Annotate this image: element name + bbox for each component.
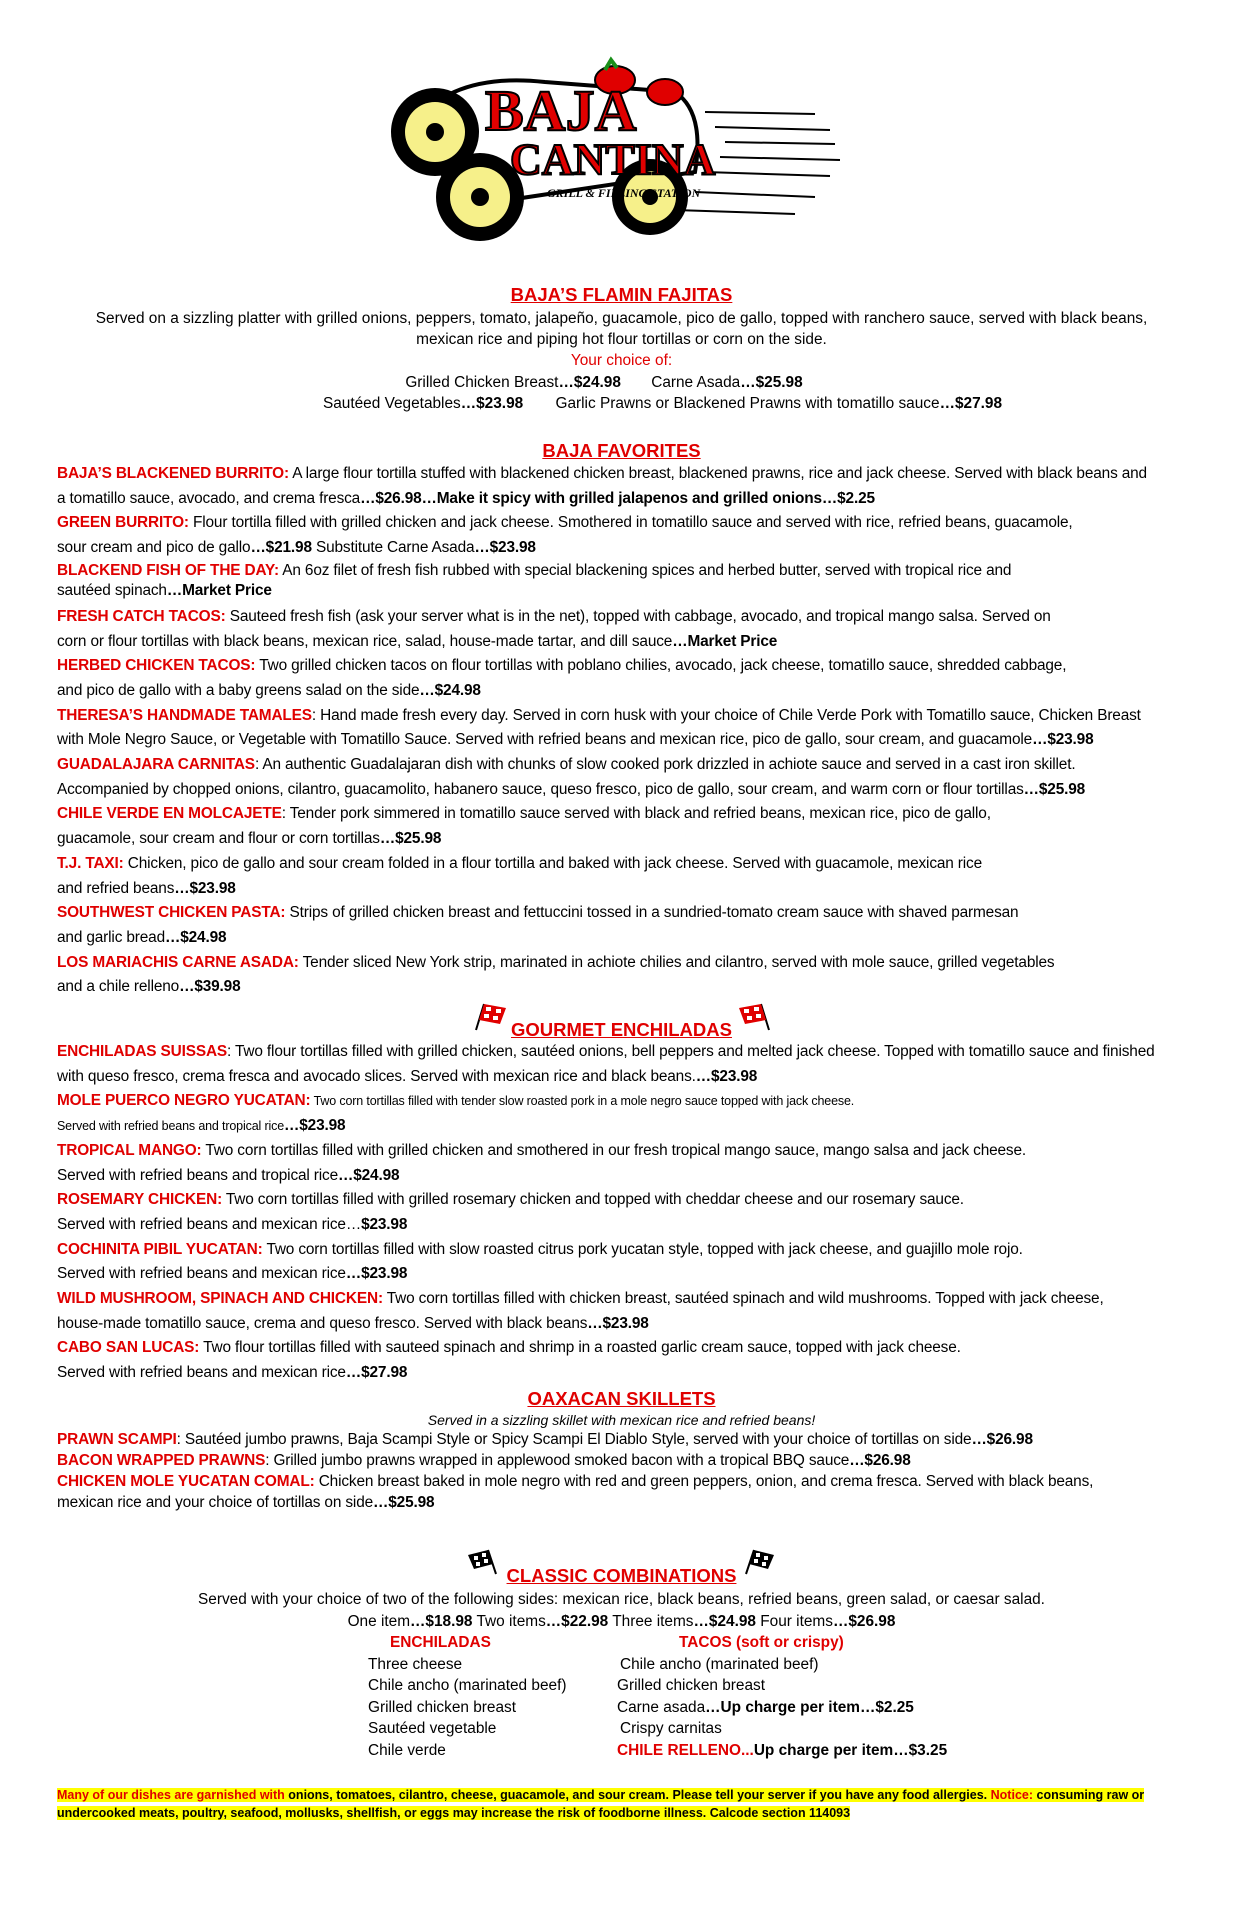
svg-text:BAJA: BAJA [485, 78, 637, 143]
enchiladas-heading: ENCHILADAS [390, 1634, 491, 1651]
list-item: Three cheese [368, 1655, 463, 1673]
list-item: Grilled chicken breast [617, 1677, 765, 1695]
favorites-list [57, 462, 1187, 1000]
combo-tacos-list [617, 1632, 947, 1762]
combo-enchiladas-list [368, 1632, 566, 1762]
menu-item: CABO SAN LUCAS: Two flour tortillas filled with sauteed spinach and shrimp in a roasted garlic cream sauce, topped with jack cheese. Served with refried beans and mexican rice…$27.98 [57, 1339, 961, 1382]
fajitas-desc: Served on a sizzling platter with grilled onions, peppers, tomato, jalapeño, guacamole, pico de gallo, topped with ranchero sauce, served with black beans, mexican rice and piping hot flour tortillas or corn on the side. Your choice of: [0, 308, 1243, 371]
menu-item: LOS MARIACHIS CARNE ASADA: Tender sliced New York strip, marinated in achiote chilies and cilantro, served with mole sauce, grilled vegetables and a chile relleno…$39.98 [57, 953, 1055, 996]
fajitas-choice: Your choice of: [570, 352, 673, 369]
fajitas-options-row1: Grilled Chicken Breast…$24.98 Carne Asada…$25.98 [405, 374, 803, 391]
menu-item: T.J. TAXI: Chicken, pico de gallo and sour cream folded in a flour tortilla and baked with jack cheese. Served with guacamole, mexican rice and refried beans…$23.98 [57, 854, 983, 897]
menu-item: COCHINITA PIBIL YUCATAN: Two corn tortillas filled with slow roasted citrus pork yucatan style, topped with jack cheese, and guajillo mole rojo. Served with refried beans and mexican rice…$23.98 [57, 1240, 1023, 1283]
menu-item: BACON WRAPPED PRAWNS: Grilled jumbo prawns wrapped in applewood smoked bacon with a tropical BBQ sauce…$26.98 [57, 1452, 911, 1469]
tacos-heading: TACOS (soft or crispy) [679, 1634, 844, 1651]
skillets-subtitle: Served in a sizzling skillet with mexican rice and refried beans! [427, 1412, 816, 1428]
enchiladas-title: GOURMET ENCHILADAS [511, 1019, 732, 1040]
menu-item: HERBED CHICKEN TACOS: Two grilled chicken tacos on flour tortillas with poblano chilies, avocado, jack cheese, tomatillo sauce, shredded cabbage, and pico de gallo with a baby greens salad on the side…$24.98 [57, 657, 1067, 699]
fajitas-title: BAJA’S FLAMIN FAJITAS [510, 284, 733, 305]
enchiladas-list [57, 1040, 1187, 1386]
menu-item: ENCHILADAS SUISSAS: Two flour tortillas filled with grilled chicken, sautéed onions, bell peppers and melted jack cheese. Topped with tomatillo sauce and finished with queso fresco, crema fresca and avocado slices. Served with mexican rice and black beans.…$23.98 [57, 1043, 1155, 1085]
menu-item: BAJA’S BLACKENED BURRITO: A large flour tortilla stuffed with blackened chicken breast, blackened prawns, rice and jack cheese. Served with black beans and a tomatillo sauce, avocado, and crema fresca…$26.98…Make it spicy with grilled jalapenos and grilled onions…$2.25 [57, 465, 1147, 507]
combos-desc: Served with your choice of two of the following sides: mexican rice, black beans, refried beans, green salad, or caesar salad. [198, 1591, 1045, 1608]
list-item: Sautéed vegetable [368, 1720, 497, 1738]
list-item: Chile ancho (marinated beef) [368, 1677, 567, 1695]
combos-prices: One item…$18.98 Two items…$22.98 Three items…$24.98 Four items…$26.98 [347, 1613, 896, 1630]
fajitas-options-row2: Sautéed Vegetables…$23.98 Garlic Prawns or Blackened Prawns with tomatillo sauce…$27.98 [322, 395, 1003, 412]
menu-item: GREEN BURRITO: Flour tortilla filled with grilled chicken and jack cheese. Smothered in tomatillo sauce and served with rice, refried beans, guacamole, sour cream and pico de gallo…$21.98 Substitute Carne Asada…$23.98 [57, 514, 1073, 557]
list-item: Chile verde [368, 1741, 446, 1759]
allergy-notice: Many of our dishes are garnished with onions, tomatoes, cilantro, cheese, guacamole, and sour cream. Please tell your server if you have any food allergies. Notice: consuming raw or undercooked meats, poultry, seafood, mollusks, shellfish, or eggs may increase the risk of foodborne illness. Calcode section 114093 [57, 1788, 1145, 1820]
list-item: Crispy carnitas [620, 1720, 722, 1738]
skillets-title: OAXACAN SKILLETS [527, 1388, 716, 1409]
baja-cantina-logo [375, 52, 845, 247]
list-item: Grilled chicken breast [368, 1698, 516, 1716]
menu-item: GUADALAJARA CARNITAS: An authentic Guadalajaran dish with chunks of slow cooked pork drizzled in achiote sauce and served in a cast iron skillet. Accompanied by chopped onions, cilantro, guacamolito, habanero sauce, queso fresco, pico de gallo, sour cream, and warm corn or flour tortillas…$25.98 [57, 756, 1086, 798]
menu-item: WILD MUSHROOM, SPINACH AND CHICKEN: Two corn tortillas filled with chicken breast, sautéed spinach and wild mushrooms. Topped with jack cheese, house-made tomatillo sauce, crema and queso fresco. Served with black beans…$23.98 [57, 1290, 1104, 1332]
menu-item: TROPICAL MANGO: Two corn tortillas filled with grilled chicken and smothered in our fresh tropical mango sauce, mango salsa and jack cheese. Served with refried beans and tropical rice…$24.98 [57, 1141, 1026, 1184]
menu-item: PRAWN SCAMPI: Sautéed jumbo prawns, Baja Scampi Style or Spicy Scampi El Diablo Style, served with your choice of tortillas on side…$26.98 [57, 1431, 1033, 1448]
list-item: CHILE RELLENO...Up charge per item…$3.25 [617, 1741, 948, 1759]
skillets-list [57, 1429, 1187, 1513]
menu-item: SOUTHWEST CHICKEN PASTA: Strips of grilled chicken breast and fettuccini tossed in a sundried-tomato cream sauce with shaved parmesan and garlic bread…$24.98 [57, 904, 1019, 946]
favorites-title: BAJA FAVORITES [542, 440, 701, 461]
list-item: Carne asada…Up charge per item…$2.25 [617, 1698, 914, 1716]
menu-item: MOLE PUERCO NEGRO YUCATAN: Two corn tortillas filled with tender slow roasted pork in a mole negro sauce topped with jack cheese. Served with refried beans and tropical rice…$23.98 [57, 1092, 855, 1135]
menu-item: THERESA’S HANDMADE TAMALES: Hand made fresh every day. Served in corn husk with your choice of Chile Verde Pork with Tomatillo sauce, Chicken Breast with Mole Negro Sauce, or Vegetable with Tomatillo Sauce. Served with refried beans and mexican rice, pico de gallo, sour cream, and guacamole…$23.98 [57, 706, 1141, 749]
menu-item: ROSEMARY CHICKEN: Two corn tortillas filled with grilled rosemary chicken and topped with cheddar cheese and our rosemary sauce. Served with refried beans and mexican rice…$23.98 [57, 1191, 964, 1233]
menu-item: CHILE VERDE EN MOLCAJETE: Tender pork simmered in tomatillo sauce served with black and refried beans, mexican rice, pico de gallo, guacamole, sour cream and flour or corn tortillas…$25.98 [57, 805, 991, 848]
svg-text:GRILL & FILLING STATION: GRILL & FILLING STATION [547, 186, 701, 200]
menu-item: BLACKEND FISH OF THE DAY: An 6oz filet of fresh fish rubbed with special blackening spices and herbed butter, served with tropical rice and sautéed spinach…Market Price [57, 561, 1012, 599]
combos-title: CLASSIC COMBINATIONS [506, 1565, 737, 1586]
list-item: Chile ancho (marinated beef) [620, 1655, 819, 1673]
menu-item: CHICKEN MOLE YUCATAN COMAL: Chicken breast baked in mole negro with red and green peppers, onion, and crema fresca. Served with black beans, mexican rice and your choice of tortillas on side…$25.98 [57, 1473, 1094, 1511]
menu-item: FRESH CATCH TACOS: Sauteed fresh fish (ask your server what is in the net), topped with cabbage, avocado, and tropical mango salsa. Served on corn or flour tortillas with black beans, mexican rice, salad, house-made tartar, and dill sauce…Market Price [57, 607, 1051, 650]
svg-text:CANTINA: CANTINA [510, 135, 716, 184]
